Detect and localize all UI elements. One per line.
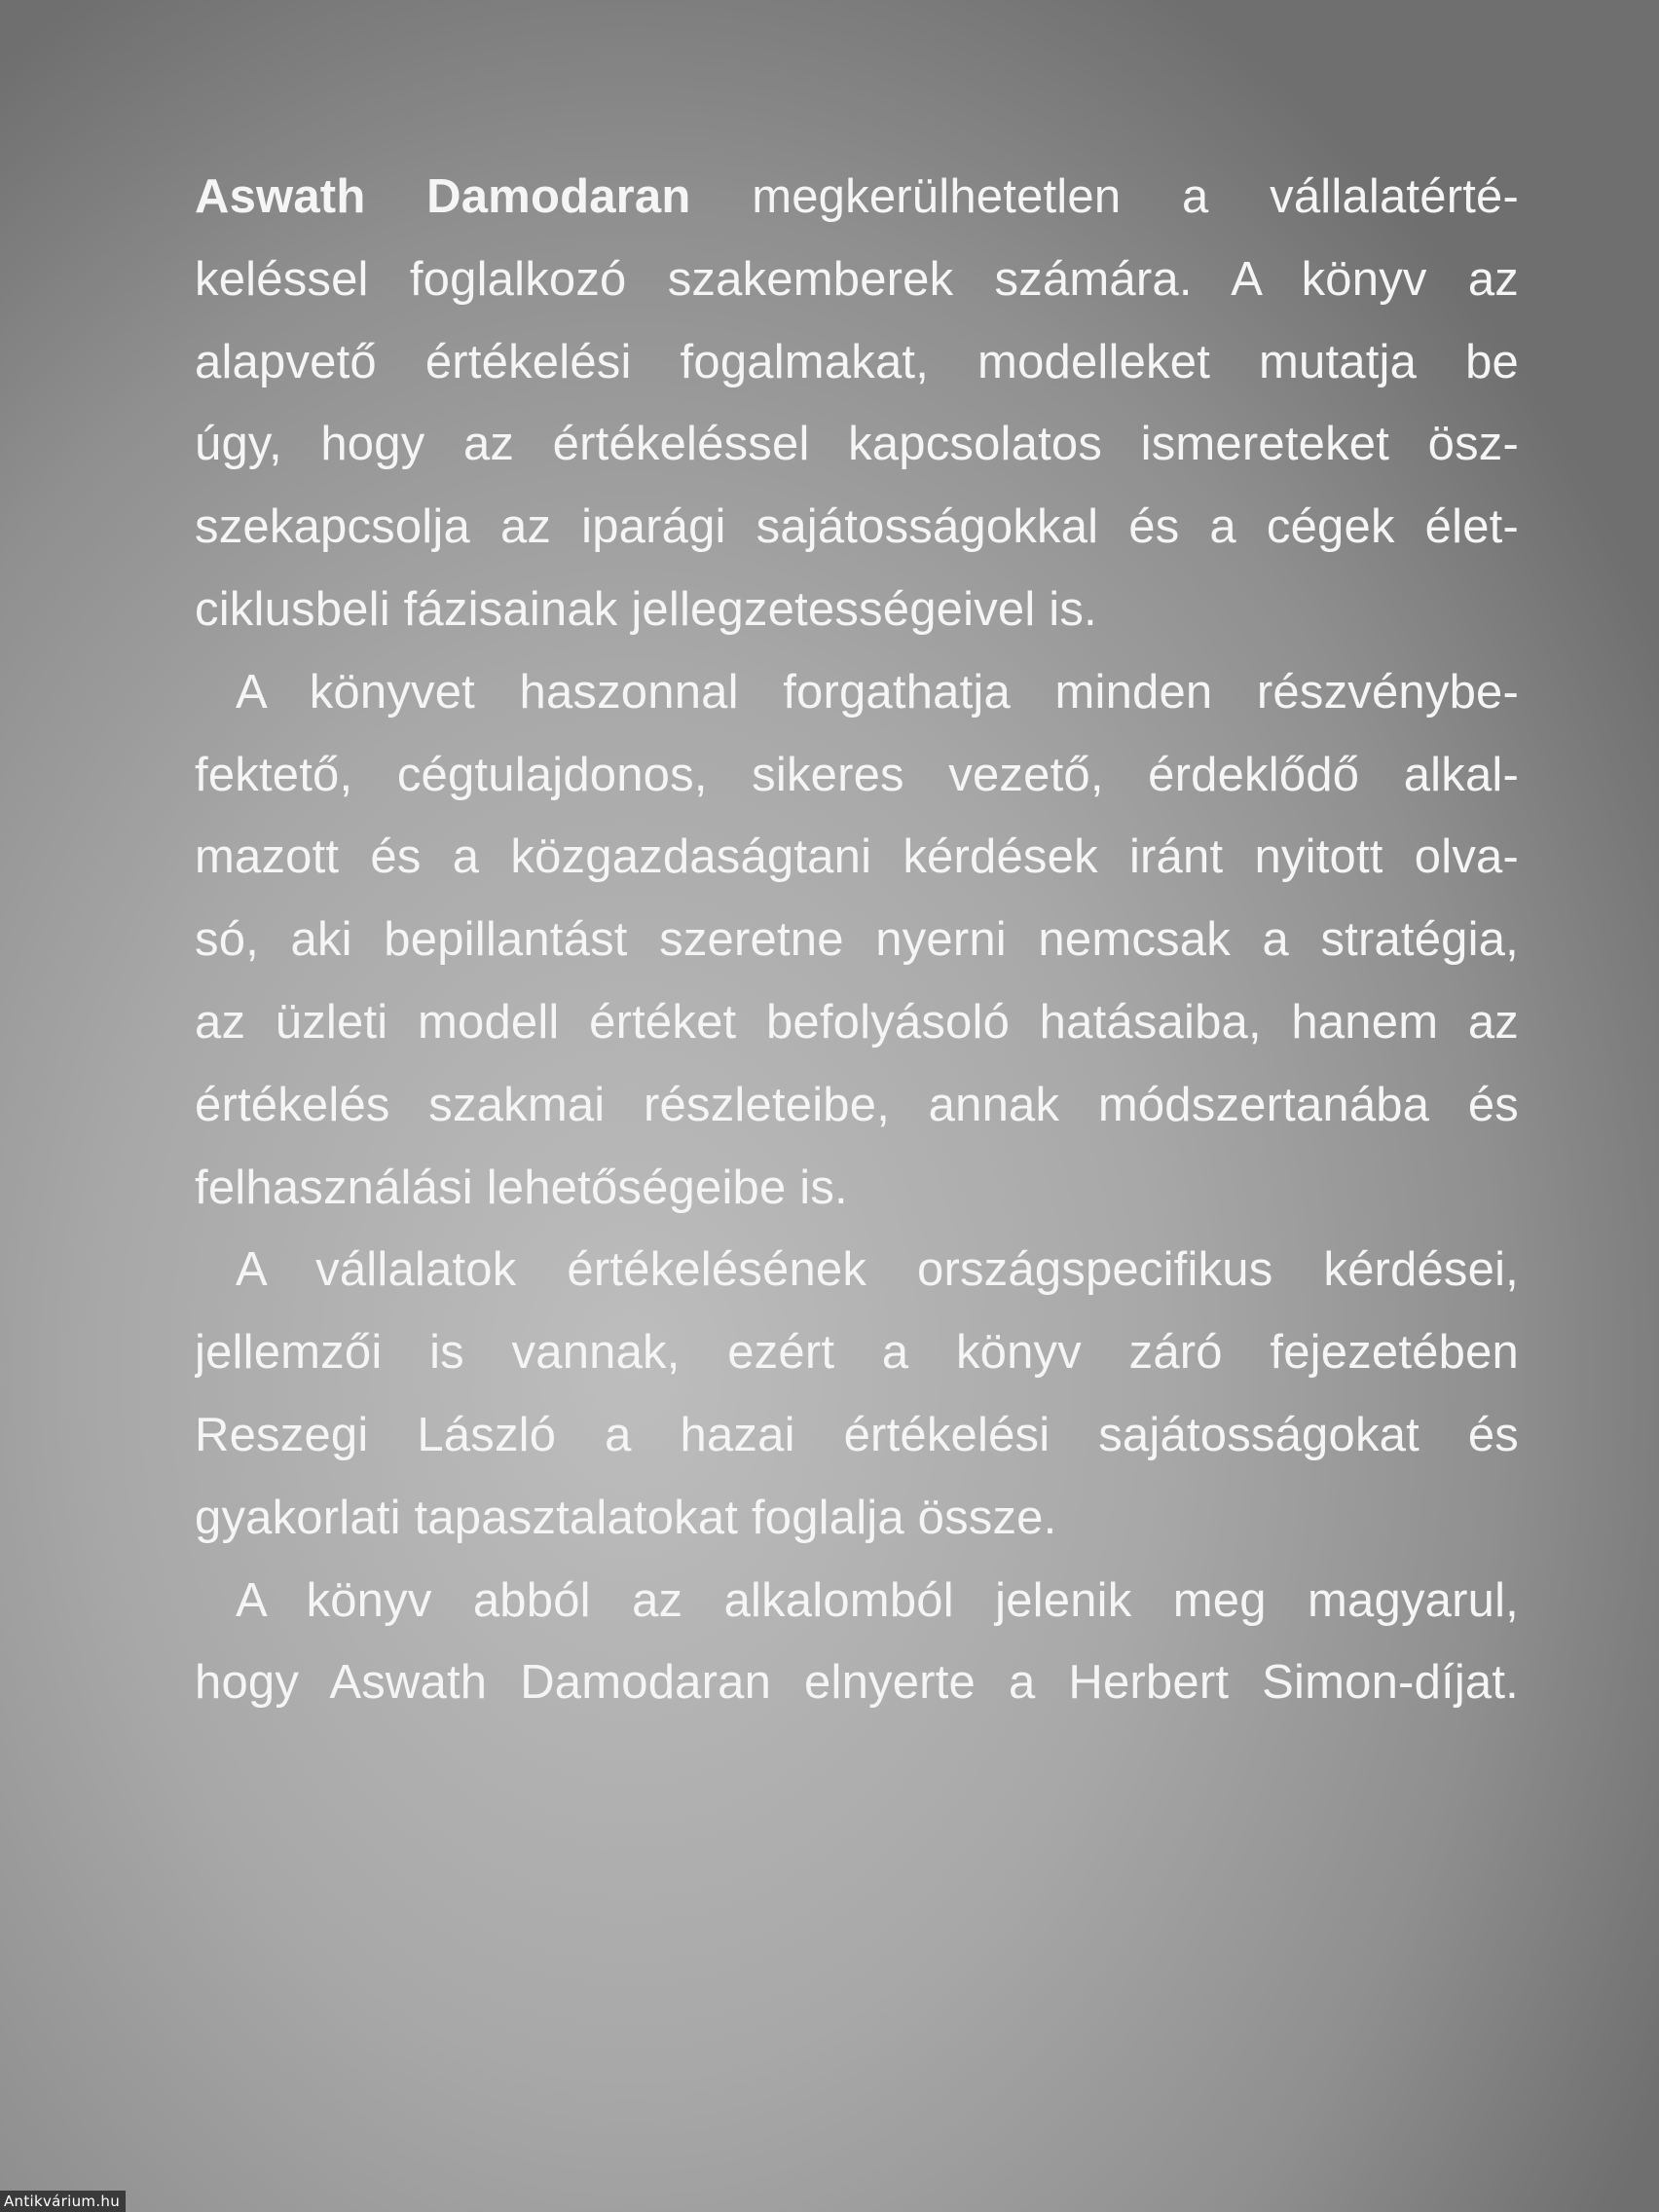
- text-line: hogy Aswath Damodaran elnyerte a Herbert Simon-díjat.: [195, 1656, 1519, 1710]
- text-line-content: megkerülhetetlen a vállalatérté-: [752, 170, 1519, 223]
- text-line-content: [691, 170, 753, 223]
- text-line: A könyv abból az alkalomból jelenik meg magyarul,: [236, 1573, 1519, 1627]
- text-line: [195, 156, 1519, 239]
- paragraph-2: [195, 651, 1519, 1230]
- paragraph-3: [195, 1229, 1519, 1559]
- text-line: az üzleti modell értéket befolyásoló hatásaiba, hanem az: [195, 995, 1519, 1049]
- text-line: értékelés szakmai részleteibe, annak módszertanába és: [195, 1078, 1519, 1131]
- text-line: felhasználási lehetőségeibe is.: [195, 1161, 848, 1214]
- author-name: Aswath Damodaran: [195, 170, 691, 223]
- text-line: jellemzői is vannak, ezért a könyv záró fejezetében: [195, 1326, 1519, 1380]
- paragraph-4: [195, 1560, 1519, 1725]
- text-line: só, aki bepillantást szeretne nyerni nemcsak a stratégia,: [195, 913, 1519, 967]
- text-line: úgy, hogy az értékeléssel kapcsolatos ismereteket ösz-: [195, 418, 1519, 471]
- watermark: Antikvárium.hu: [0, 2191, 126, 2212]
- text-line: Reszegi László a hazai értékelési sajátosságokat és: [195, 1408, 1519, 1461]
- text-line: A vállalatok értékelésének országspecifikus kérdései,: [236, 1243, 1519, 1297]
- text-line: keléssel foglalkozó szakemberek számára. A könyv az: [195, 252, 1519, 306]
- text-line: gyakorlati tapasztalatokat foglalja össze.: [195, 1491, 1057, 1544]
- text-line: fektető, cégtulajdonos, sikeres vezető, érdeklődő alkal-: [195, 748, 1519, 801]
- text-line: alapvető értékelési fogalmakat, modelleket mutatja be: [195, 335, 1519, 388]
- blurb-text: [195, 156, 1519, 1724]
- text-line: szekapcsolja az iparági sajátosságokkal és a cégek élet-: [195, 500, 1519, 554]
- text-line: mazott és a közgazdaságtani kérdések iránt nyitott olva-: [195, 830, 1519, 884]
- text-line: A könyvet haszonnal forgathatja minden részvénybe-: [236, 665, 1519, 719]
- paragraph-1: [195, 156, 1519, 651]
- text-line: ciklusbeli fázisainak jellegzetességeivel is.: [195, 582, 1097, 636]
